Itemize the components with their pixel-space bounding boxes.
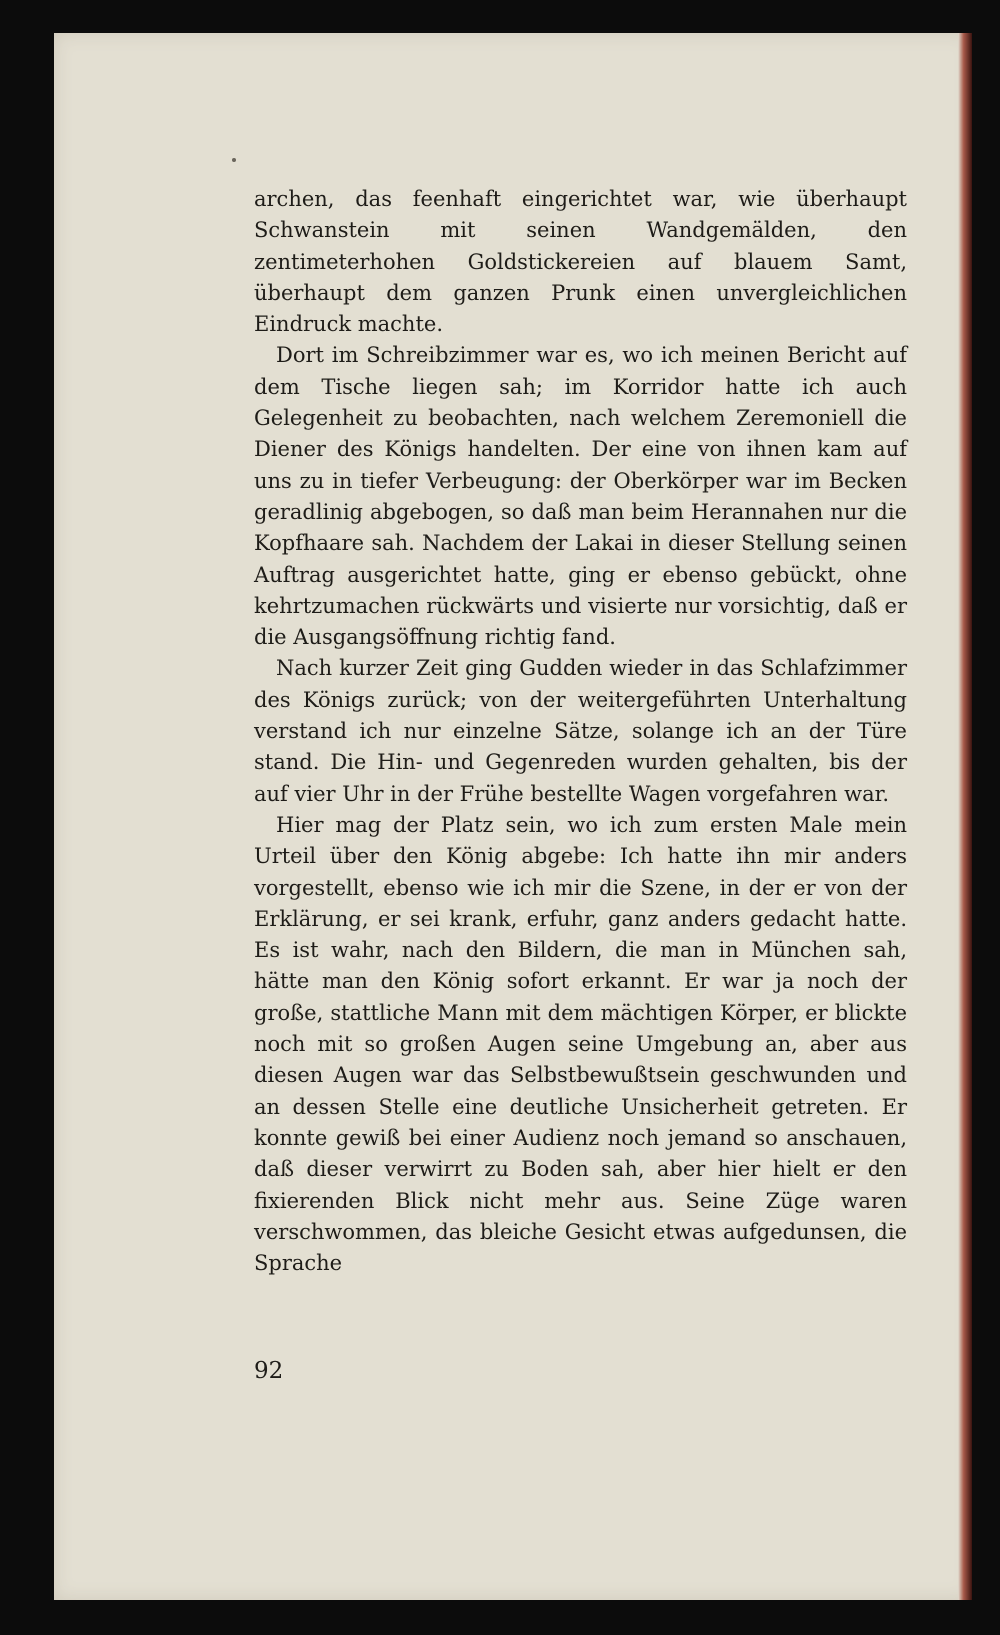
book-spine-edge	[958, 33, 972, 1600]
paragraph: Hier mag der Platz sein, wo ich zum ersten Male mein Urteil über den König abgebe: Ich hatte ihn mir anders vorgestellt, ebenso wie ich mir die Szene, in der er von der Erklärung, er sei krank, erfuhr, ganz anders gedacht hatte. Es ist wahr, nach den Bildern, die man in München sah, hätte man den König sofort erkannt. Er war ja noch der große, stattliche Mann mit dem mächtigen Körper, er blickte noch mit so großen Augen seine Umgebung an, aber aus diesen Augen war das Selbstbewußtsein geschwunden und an dessen Stelle eine deutliche Unsicherheit getreten. Er konnte gewiß bei einer Audienz noch jemand so anschauen, daß dieser verwirrt zu Boden sah, aber hier hielt er den fixierenden Blick nicht mehr aus. Seine Züge waren verschwommen, das bleiche Gesicht etwas aufgedunsen, die Sprache	[254, 812, 907, 1276]
paragraph-continued: archen, das feenhaft eingerichtet war, wie überhaupt Schwanstein mit seinen Wandgemälden, den zentimeterhohen Goldstickereien auf blauem Samt, überhaupt dem ganzen Prunk einen unvergleichlichen Eindruck machte.	[254, 187, 907, 337]
paper-speck	[232, 158, 236, 162]
paragraph: Dort im Schreibzimmer war es, wo ich meinen Bericht auf dem Tische liegen sah; im Korridor hatte ich auch Gelegenheit zu beobachten, nach welchem Zeremoniell die Diener des Königs handelten. Der eine von ihnen kam auf uns zu in tiefer Verbeugung: der Oberkörper war im Becken geradlinig abgebogen, so daß man beim Herannahen nur die Kopfhaare sah. Nachdem der Lakai in dieser Stellung seinen Auftrag ausgerichtet hatte, ging er ebenso gebückt, ohne kehrtzumachen rückwärts und visierte nur vorsichtig, daß er die Ausgangsöffnung richtig fand.	[254, 343, 907, 650]
body-text	[254, 184, 907, 1279]
paragraph: Nach kurzer Zeit ging Gudden wieder in das Schlafzimmer des Königs zurück; von der weitergeführten Unterhaltung verstand ich nur einzelne Sätze, solange ich an der Türe stand. Die Hin- und Gegenreden wurden gehalten, bis der auf vier Uhr in der Frühe bestellte Wagen vorgefahren war.	[254, 656, 907, 806]
page-number: 92	[254, 1358, 284, 1384]
